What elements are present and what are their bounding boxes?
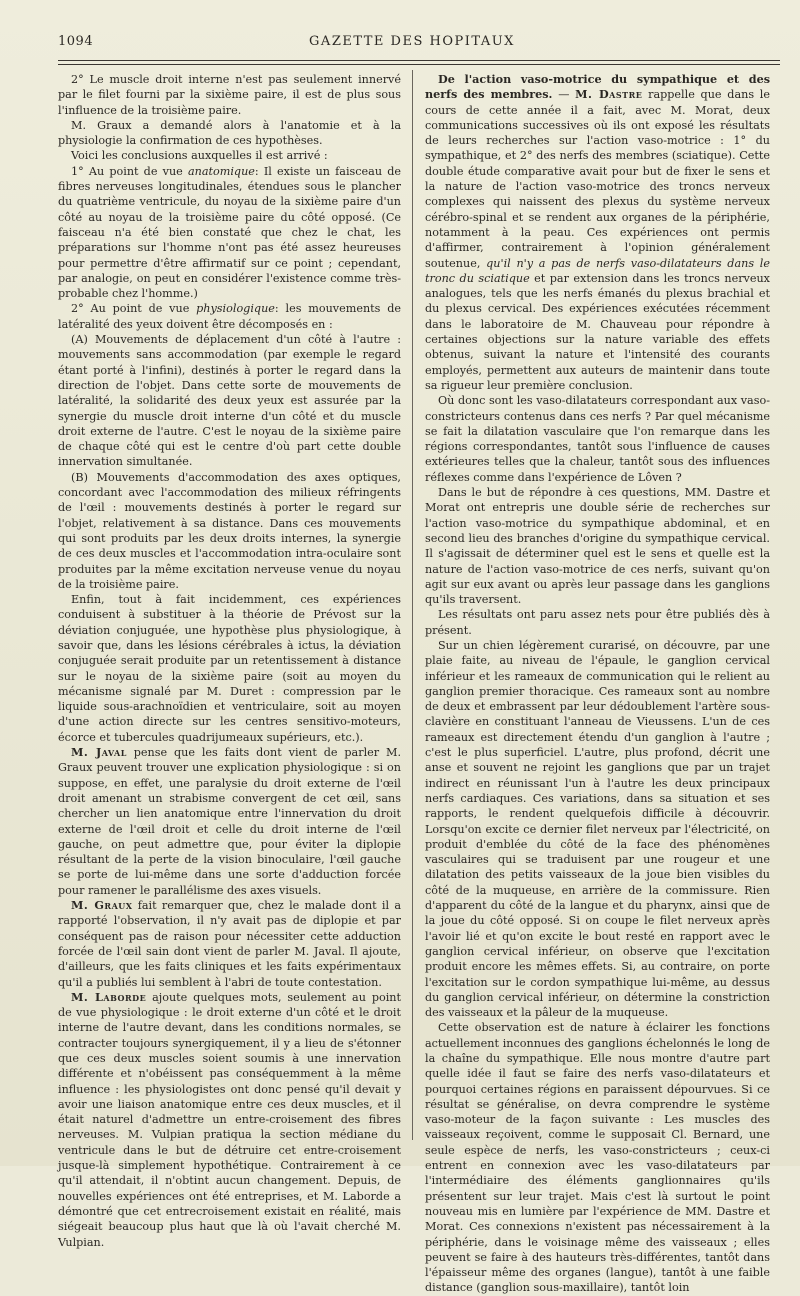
speaker-name: M. Laborde	[71, 989, 147, 1004]
text: : Il existe un faisceau de fibres nerveuses longitudinales, étendues sous le plancher du quatrième ventricule, du noyau de la sixième paire d'un côté au noyau de la troisième paire du côté opposé. (Ce faisceau n'a été bien constaté que chez le chat, les préparations sur l'homme n'ont pas été assez heureuses pour permettre d'être affirmatif sur ce point ; cependant, par analogie, on peut en considérer l'existence comme très-probable chez l'homme.)	[58, 164, 401, 301]
paragraph: M. Graux a demandé alors à l'anatomie et à la physiologie la confirmation de ces hypothèses.	[58, 118, 401, 148]
page-header	[58, 34, 766, 54]
paragraph	[58, 745, 401, 898]
paragraph	[58, 990, 401, 1250]
text: 1° Au point de vue	[71, 164, 188, 178]
paragraph: Où donc sont les vaso-dilatateurs correspondant aux vaso-constricteurs contenus dans ces nerfs ? Par quel mécanisme se fait la dilatation vasculaire que l'on remarque dans les régions correspondantes, tantôt sous l'influence de causes extérieures telles que la chaleur, tantôt sous des influences réflexes comme dans l'expérience de Lôven ?	[425, 394, 770, 484]
emphasis: anatomique	[187, 164, 255, 178]
text: —	[552, 88, 576, 102]
speaker-name: M. Javal	[71, 745, 127, 760]
paragraph	[58, 898, 401, 990]
paragraph: (A) Mouvements de déplacement d'un côté à l'autre : mouvements sans accommodation (par exemple le regard étant porté à l'infini), destinés à porter le regard dans la direction de l'objet. Dans cette sorte de mouvements de latéralité, la solidarité des deux yeux est assurée par la synergie du muscle droit interne d'un côté et du muscle droit externe de l'autre. C'est le noyau de la sixième paire de chaque côté qui est le centre d'où part cette double innervation simultanée.	[58, 333, 401, 469]
text: 2° Au point de vue	[71, 302, 197, 316]
speaker-name: M. Dastre	[575, 87, 643, 102]
paragraph: Les résultats ont paru assez nets pour être publiés dès à présent.	[425, 608, 770, 637]
header-rule-bottom	[58, 64, 780, 65]
column-divider	[412, 70, 413, 1140]
paragraph: Dans le but de répondre à ces questions, MM. Dastre et Morat ont entrepris une double série de recherches sur l'action vaso-motrice du sympathique abdominal, et en second lieu des branches d'origine du sympathique cervical. Il s'agissait de déterminer quel est le sens et quelle est la nature de l'action vaso-motrice de ces nerfs, suivant qu'on agit sur eux avant ou après leur passage dans les ganglions qu'ils traversent.	[425, 486, 770, 607]
paragraph: Cette observation est de nature à éclairer les fonctions actuellement inconnues des ganglions échelonnés le long de la chaîne du sympathique. Elle nous montre d'autre part quelle idée il faut se faire des nerfs vaso-dilatateurs et pourquoi certaines régions en paraissent dépourvues. Si ce résultat se généralise, on devra comprendre le système vaso-moteur de la façon suivante : Les muscles des vaisseaux reçoivent, comme le supposait Cl. Bernard, une seule espèce de nerfs, les vaso-constricteurs ; ceux-ci entrent en connexion avec les vaso-dilatateurs par l'intermédiaire des éléments ganglionnaires qu'ils présentent sur leur trajet. Mais c'est là surtout le point nouveau mis en lumière par l'expérience de MM. Dastre et Morat. Ces connexions n'existent pas nécessairement à la périphérie, dans le voisinage même des vaisseaux ; elles peuvent se faire à des hauteurs très-différentes, tantôt dans l'épaisseur même des organes (langue), tantôt à une faible distance (ganglion sous-maxillaire), tantôt loin	[425, 1021, 770, 1295]
paragraph	[58, 301, 401, 332]
emphasis: physiologique	[196, 302, 275, 316]
paragraph: (B) Mouvements d'accommodation des axes optiques, concordant avec l'accommodation des milieux réfringents de l'œil : mouvements destinés à porter le regard sur l'objet, relativement à sa distance. Dans ces mouvements qui sont produits par les deux droits internes, la synergie de ces deux muscles et l'accommodation intra-oculaire sont produites par la même excitation nerveuse venue du noyau de la troisième paire.	[58, 470, 401, 591]
text: : les mouvements de latéralité des yeux doivent être décomposés en :	[58, 302, 401, 331]
text: pense que les faits dont vient de parler M. Graux peuvent trouver une explication physiologique : si on suppose, en effet, une paralysie du droit externe de l'œil droit amenant un strabisme convergent de cet œil, sans chercher un lien anatomique entre l'innervation du droit externe de l'œil droit et celle du droit interne de l'œil gauche, on peut admettre que, pour éviter la diplopie résultant de la perte de la vision binoculaire, l'œil gauche se porte de lui-même dans une sorte d'adduction forcée pour ramener le parallélisme des axes visuels.	[58, 746, 402, 897]
paragraph: Voici les conclusions auxquelles il est arrivé :	[71, 149, 328, 163]
article-title: De l'action vaso-motrice du sympathique et des nerfs des membres.	[425, 72, 770, 102]
paragraph	[58, 164, 401, 302]
text: et par extension dans les troncs nerveux analogues, tels que les nerfs émanés du plexus brachial et du plexus cervical. Des expériences exécutées récemment dans le laboratoire de M. Chauveau pour répondre à certaines objections sur la nature variable des effets obtenus, suivant la nature et l'intensité des courants employés, permettent aux auteurs de maintenir dans toute sa rigueur leur première conclusion.	[425, 271, 770, 392]
emphasis: qu'il n'y a pas de nerfs vaso-dilatateurs dans le tronc du sciatique	[425, 256, 770, 285]
paragraph	[425, 72, 770, 393]
paragraph: Sur un chien légèrement curarisé, on découvre, par une plaie faite, au niveau de l'épaule, le ganglion cervical inférieur et les rameaux de communication qui le relient au ganglion premier thoracique. Ces rameaux sont au nombre de deux et embrassent par leur dédoublement l'artère sous-clavière en constituant l'anneau de Vieussens. L'un de ces rameaux est directement étendu d'un ganglion à l'autre ; c'est le plus superficiel. L'autre, plus profond, décrit une anse et souvent ne rejoint les ganglions que par un trajet indirect en réunissant l'un à l'autre les deux principaux nerfs cardiaques. Ces variations, dans sa situation et ses rapports, le rendent quelquefois difficile à découvrir. Lorsqu'on excite ce dernier filet nerveux par l'électricité, on produit d'emblée du côté de la face des phénomènes vasculaires qui se traduisent par une rougeur et une dilatation des petits vaisseaux de la joue bien visibles du côté de la muqueuse, en arrière de la commissure. Rien d'apparent du côté de la langue et du pharynx, ainsi que de la joue du côté opposé. Si on coupe le filet nerveux après l'avoir lié et qu'on excite le bout resté en rapport avec le ganglion cervical inférieur, on observe que l'excitation produit encore les mêmes effets. Si, au contraire, on porte l'excitation sur le cordon sympathique lui-même, au dessus du ganglion cervical inférieur, on détermine la constriction des vaisseaux et la pâleur de la muqueuse.	[425, 638, 770, 1020]
left-column	[58, 72, 402, 1249]
text: ajoute quelques mots, seulement au point de vue physiologique : le droit externe d'un côté et le droit interne de l'autre devant, dans les conditions normales, se contracter toujours synergiquement, il y a lieu de s'étonner que ces deux muscles soient soumis à une innervation différente et n'obéissent pas conséquemment à la même influence : les physiologistes ont donc pensé qu'il devait y avoir une liaison anatomique entre ces deux muscles, et il était naturel d'admettre un entre-croisement des fibres nerveuses. M. Vulpian pratiqua la section médiane du ventricule dans le but de détruire cet entre-croisement jusque-là simplement hypothétique. Contrairement à ce qu'il attendait, il n'obtint aucun changement. Depuis, de nouvelles expériences ont été entreprises, et M. Laborde a démontré que cet entrecroisement existait en réalité, mais siégeait beaucoup plus haut que là où l'avait cherché M. Vulpian.	[58, 990, 401, 1249]
journal-title: GAZETTE DES HOPITAUX	[309, 34, 515, 49]
header-rule-top	[58, 60, 780, 61]
text: rappelle que dans le cours de cette année il a fait, avec M. Morat, deux communications successives où ils ont exposé les résultats de leurs recherches sur l'action vaso-motrice : 1° du sympathique, et 2° des nerfs des membres (sciatique). Cette double étude comparative avait pour but de fixer le sens et la nature de l'action vaso-motrice des troncs nerveux complexes qui naissent des plexus du système nerveux cérébro-spinal et se rendent aux organes de la périphérie, notamment à la peau. Ces expériences ont permis d'affirmer, contrairement à l'opinion généralement soutenue,	[425, 88, 770, 270]
paragraph: 2° Le muscle droit interne n'est pas seulement innervé par le filet fourni par la sixième paire, il est de plus sous l'influence de la troisième paire.	[58, 73, 401, 117]
text: fait remarquer que, chez le malade dont il a rapporté l'observation, il n'y avait pas de diplopie et par conséquent pas de raison pour nécessiter cette adduction forcée de l'œil sain dont vient de parler M. Javal. Il ajoute, d'ailleurs, que les faits cliniques et les faits expérimentaux qu'il a publiés lui semblent à l'abri de toute contestation.	[58, 899, 401, 989]
paragraph: Enfin, tout à fait incidemment, ces expériences conduisent à substituer à la théorie de Prévost sur la déviation conjuguée, une hypothèse plus physiologique, à savoir que, dans les lésions cérébrales à ictus, la déviation conjuguée serait produite par un retentissement à distance sur le noyau de la sixième paire (soit au moyen du mécanisme signalé par M. Duret : compression par le liquide sous-arachnoïdien et ventriculaire, soit au moyen d'une action directe sur les centres sensitivo-moteurs, écorce et tubercules quadrijumeaux supérieurs, etc.).	[58, 593, 401, 744]
right-column	[425, 72, 770, 1295]
page-number: 1094	[58, 34, 94, 49]
speaker-name: M. Graux	[71, 898, 133, 913]
